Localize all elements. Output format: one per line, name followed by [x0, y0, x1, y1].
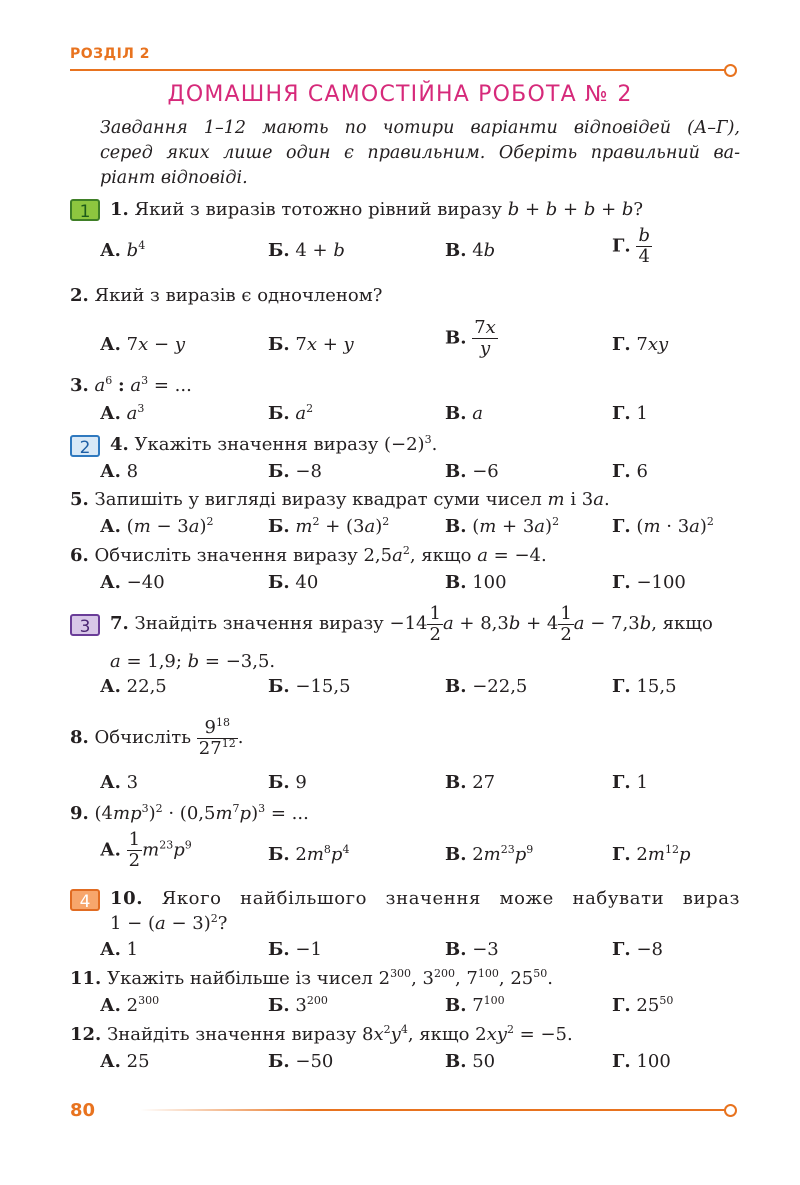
instructions-line: ріант відповіді. — [100, 168, 248, 188]
answer-v[interactable]: В. −3 — [445, 939, 499, 960]
answer-b[interactable]: Б. −15,5 — [268, 676, 351, 697]
level-badge-1: 1 — [70, 199, 100, 221]
answer-v[interactable]: В. 4b — [445, 240, 496, 261]
answer-row-3 — [0, 401, 800, 427]
header-rule-dot — [724, 64, 737, 77]
answer-a[interactable]: А. $b^4$ — [100, 239, 146, 261]
question-5: 5. Запишіть у вигляді виразу квадрат суми чисел m і 3a. — [70, 489, 610, 510]
answer-b[interactable]: Б. $3^{200}$ — [268, 994, 328, 1016]
answer-v[interactable]: В. $(m + 3a)^2$ — [445, 515, 560, 537]
answer-row-8 — [0, 770, 800, 796]
answer-b[interactable]: Б. $2m^8p^4$ — [268, 843, 350, 865]
answer-a[interactable]: А. 22,5 — [100, 676, 167, 697]
answer-g[interactable]: Г. $2m^{12}p$ — [612, 843, 691, 865]
answer-g[interactable]: Г. $25^{50}$ — [612, 994, 674, 1016]
answer-row-2 — [0, 317, 800, 359]
answer-b[interactable]: Б. −50 — [268, 1051, 334, 1072]
answer-row-10 — [0, 937, 800, 963]
question-6: 6. Обчисліть значення виразу $2,5a^2$, якщо a = −4. — [70, 544, 547, 566]
answer-a[interactable]: А. $\frac{1}{2}$ $m^{23}p^9$ — [100, 829, 192, 871]
answer-g[interactable]: Г. −8 — [612, 939, 663, 960]
answer-v[interactable]: В. 27 — [445, 772, 496, 793]
level-badge-4: 4 — [70, 889, 100, 911]
answer-a[interactable]: А. 3 — [100, 772, 139, 793]
answer-v[interactable]: В. $\frac{7x}{y}$ — [445, 317, 496, 359]
question-4: 4. Укажіть значення виразу $(-2)^3$. — [110, 433, 438, 455]
answer-v[interactable]: В. $2m^{23}p^9$ — [445, 843, 534, 865]
answer-g[interactable]: Г. 1 — [612, 772, 648, 793]
answer-row-9 — [0, 829, 800, 871]
answer-g[interactable]: Г. 6 — [612, 461, 648, 482]
answer-b[interactable]: Б. 4 + b — [268, 240, 345, 261]
section-label: РОЗДІЛ 2 — [70, 46, 151, 62]
question-12: 12. Знайдіть значення виразу $8x^2y^4$, якщо $2xy^2 = -5$. — [70, 1023, 573, 1045]
instructions — [100, 116, 740, 191]
answer-a[interactable]: А. $2^{300}$ — [100, 994, 160, 1016]
answer-a[interactable]: А. $(m - 3a)^2$ — [100, 515, 214, 537]
answer-a[interactable]: А. $a^3$ — [100, 402, 145, 424]
answer-b[interactable]: Б. 9 — [268, 772, 307, 793]
answer-b[interactable]: Б. $a^2$ — [268, 402, 314, 424]
answer-row-1 — [0, 225, 800, 267]
answer-row-12 — [0, 1049, 800, 1075]
answer-v[interactable]: В. −6 — [445, 461, 499, 482]
answer-row-4 — [0, 459, 800, 485]
answer-v[interactable]: В. $7^{100}$ — [445, 994, 505, 1016]
instructions-line: серед яких лише один є правильним. Оберіть правильний ва- — [100, 143, 740, 163]
question-8: 8. Обчисліть $\frac{9^{18}}{27^{12}}$ . — [70, 715, 244, 759]
answer-g[interactable]: Г. 1 — [612, 403, 648, 424]
page-title: ДОМАШНЯ САМОСТІЙНА РОБОТА № 2 — [167, 82, 633, 107]
answer-a[interactable]: А. 8 — [100, 461, 139, 482]
question-11: 11. Укажіть найбільше із чисел $2^{300}$, $3^{200}$, $7^{100}$, $25^{50}$. — [70, 967, 553, 989]
question-7-condition: a = 1,9; b = −3,5. — [110, 651, 276, 672]
answer-b[interactable]: Б. 40 — [268, 572, 319, 593]
answer-v[interactable]: В. −22,5 — [445, 676, 528, 697]
answer-g[interactable]: Г. −100 — [612, 572, 686, 593]
answer-b[interactable]: Б. 7x + y — [268, 334, 354, 355]
answer-b[interactable]: Б. $m^2 + (3a)^2$ — [268, 515, 390, 537]
header-rule — [70, 69, 725, 71]
question-3: 3. $a^6$ : $a^3$ = ... — [70, 374, 192, 396]
answer-g[interactable]: Г. $(m \cdot 3a)^2$ — [612, 515, 714, 537]
footer-rule-dot — [724, 1104, 737, 1117]
answer-row-6 — [0, 570, 800, 596]
question-10: 10. Якого найбільшого значення може набувати вираз — [110, 888, 741, 909]
answer-v[interactable]: В. a — [445, 403, 483, 424]
answer-a[interactable]: А. 25 — [100, 1051, 150, 1072]
answer-g[interactable]: Г. $\frac{b}{4}$ — [612, 225, 650, 267]
question-2: 2. Який з виразів є одночленом? — [70, 285, 383, 306]
answer-row-7 — [0, 674, 800, 700]
footer-rule — [140, 1109, 725, 1111]
answer-g[interactable]: Г. 100 — [612, 1051, 671, 1072]
page-number: 80 — [70, 1100, 96, 1121]
answer-a[interactable]: А. −40 — [100, 572, 165, 593]
answer-v[interactable]: В. 50 — [445, 1051, 496, 1072]
question-7: 7. Знайдіть значення виразу −14 $\frac{1}{2}$ a + 8,3b + 4 $\frac{1}{2}$ a − 7,3b, якщо — [110, 602, 713, 645]
instructions-line: Завдання 1–12 мають по чотири варіанти відповідей (А–Г), — [100, 118, 740, 138]
answer-g[interactable]: Г. 15,5 — [612, 676, 677, 697]
answer-row-5 — [0, 514, 800, 540]
level-badge-2: 2 — [70, 435, 100, 457]
answer-a[interactable]: А. 7x − y — [100, 334, 185, 355]
answer-row-11 — [0, 993, 800, 1019]
answer-g[interactable]: Г. 7xy — [612, 334, 669, 355]
question-9: 9. $(4mp^3)^2 \cdot (0,5m^7p)^3$ = ... — [70, 802, 309, 824]
answer-b[interactable]: Б. −1 — [268, 939, 322, 960]
question-1: 1. Який з виразів тотожно рівний виразу b + b + b + b? — [110, 199, 644, 220]
answer-v[interactable]: В. 100 — [445, 572, 507, 593]
answer-b[interactable]: Б. −8 — [268, 461, 322, 482]
question-10-expression: $1 - (a - 3)^2$? — [110, 912, 228, 934]
level-badge-3: 3 — [70, 614, 100, 636]
answer-a[interactable]: А. 1 — [100, 939, 139, 960]
